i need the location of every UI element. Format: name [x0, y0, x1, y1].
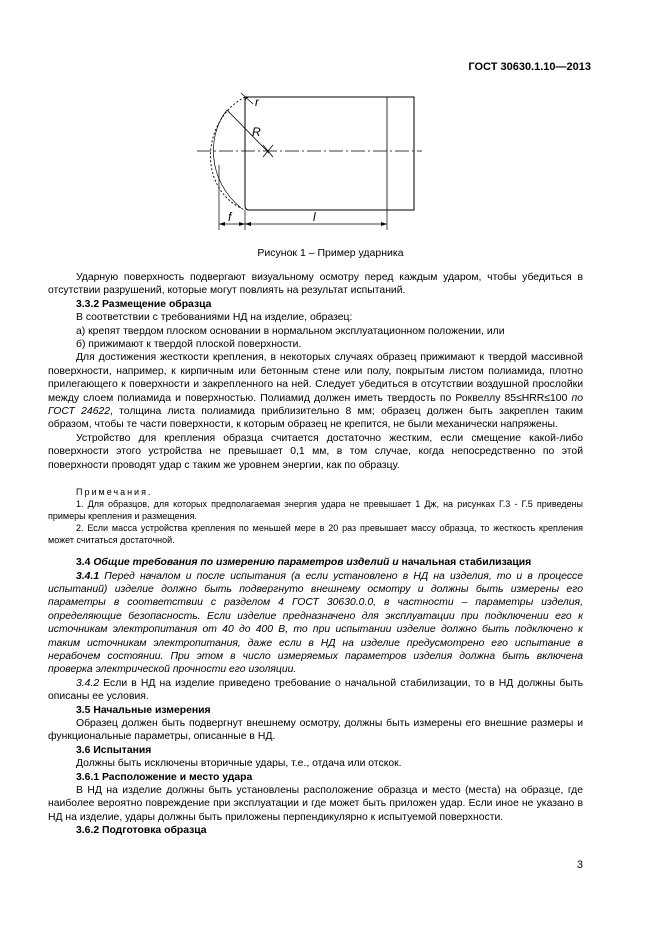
gost-reference: по ГОСТ 24622 — [48, 392, 583, 418]
paragraph: В соответствии с требованиями НД на изделие, образец: — [76, 312, 353, 324]
main-text — [48, 271, 583, 838]
note-1: 1. Для образцов, для которых предполагаемая энергия удара не превышает 1 Дж, на рисунках Г.3 - Г.5 приведены примеры крепления и размещения. — [48, 499, 583, 522]
label-radius-R: R — [252, 125, 261, 139]
paragraph — [48, 351, 583, 431]
heading-num: 3.4 — [76, 557, 94, 569]
paragraph: Ударную поверхность подвергают визуальному осмотру перед каждым ударом, чтобы убедиться в отсутствии разрушений, которые могут повлиять на результат испытаний. — [48, 272, 583, 297]
paragraph: Должны быть исключены вторичные удары, т.е., отдача или отскок. — [76, 758, 402, 770]
page-number: 3 — [576, 859, 583, 871]
paragraph: В НД на изделие должны быть установлены расположение образца и место (места) на образце, где наиболее вероятно повреждение при эксплуатации и где может быть приложен удар. Если иное не указано в НД на изделие, удары должны быть приложены перпендикулярно к испытуемой поверхности. — [48, 785, 583, 823]
list-item-b: б) прижимают к твердой плоской поверхности. — [76, 339, 302, 351]
hammer-figure — [197, 90, 427, 245]
heading-rest: начальная стабилизация — [398, 557, 532, 569]
label-small-r: r — [255, 95, 259, 109]
text-span: Если в НД на изделие приведено требование о начальной стабилизации, то в НД должны быть описаны ее условия. — [48, 677, 583, 703]
note-2: 2. Если масса устройства крепления по меньшей мере в 20 раз превышает массу образца, то жесткость крепления может считаться достаточной. — [48, 523, 583, 546]
paragraph-3-4-1 — [48, 570, 583, 677]
heading-italic: Общие требования по измерению параметров изделий и — [93, 557, 399, 569]
label-f: f — [228, 210, 232, 224]
section-heading-3-3-2: 3.3.2 Размещение образца — [76, 298, 212, 310]
section-heading-3-6-2: 3.6.2 Подготовка образца — [76, 825, 207, 837]
paragraph: Устройство для крепления образца считается достаточно жестким, если смещение какой-либо поверхности этого устройства не превышает 0,1 мм, в том случае, когда непосредственно по этой поверхности проводят удар с таким же уровнем энергии, как по образцу. — [48, 432, 583, 471]
notes-heading: Примечания. — [76, 487, 153, 498]
document-code: ГОСТ 30630.1.10—2013 — [468, 61, 591, 73]
list-item-a: а) крепят твердом плоском основании в нормальном эксплуатационном положении, или — [76, 325, 505, 337]
section-heading-3-4 — [48, 556, 583, 569]
notes-block — [48, 486, 583, 546]
clause-number: 3.4.2 — [76, 677, 100, 689]
hammer-drawing — [197, 90, 427, 240]
paragraph-3-4-2 — [48, 677, 583, 704]
label-l: l — [313, 210, 316, 224]
section-heading-3-5: 3.5 Начальные измерения — [76, 704, 211, 716]
section-heading-3-6: 3.6 Испытания — [76, 744, 152, 756]
text-span: , толщина листа полиамида приблизительно 8 мм; образец должен быть закреплен таким образом, чтобы те части поверхности, к которым образец не крепится, не были механически напряжены. — [48, 406, 583, 431]
text-span: Для достижения жесткости крепления, в некоторых случаях образец прижимают к твердой массивной поверхности, например, к кирпичным или бетонным стене или полу, покрытым листом полиамида, плотно прилегающего к поверхности и закрепленного на ней. Следует убедиться в отсутствии воздушной прослойки между слоем полиамида и поверхностью. Полиамид должен иметь твердость по Роквеллу 85≤HRR≤100 — [48, 352, 583, 404]
text-span: Перед началом и после испытания (а если установлено в НД на изделия, то и в процессе испытаний) изделие должно быть подвергнуто внешнему осмотру и должны быть измерены его параметры в соответствии с разделом 4 ГОСТ 30630.0.0, в частности – параметры изделия, определяющие безопасность. Если изделие предназначено для эксплуатации при подключении его к источникам электропитания от 40 до 400 В, то при испытании изделие должно быть подключено к таким источникам электропитания, даже если в НД на изделие предусмотрено его испытание в нерабочем состоянии. При этом в число измеряемых параметров изделия должна быть включена проверка электрической прочности его изоляции. — [48, 570, 583, 676]
section-heading-3-6-1: 3.6.1 Расположение и место удара — [76, 771, 253, 783]
figure-caption: Рисунок 1 – Пример ударника — [257, 247, 404, 259]
paragraph: Образец должен быть подвергнут внешнему осмотру, должны быть измерены его внешние размеры и функциональные параметры, описанные в НД. — [48, 717, 583, 743]
clause-number: 3.4.1 — [76, 570, 100, 582]
